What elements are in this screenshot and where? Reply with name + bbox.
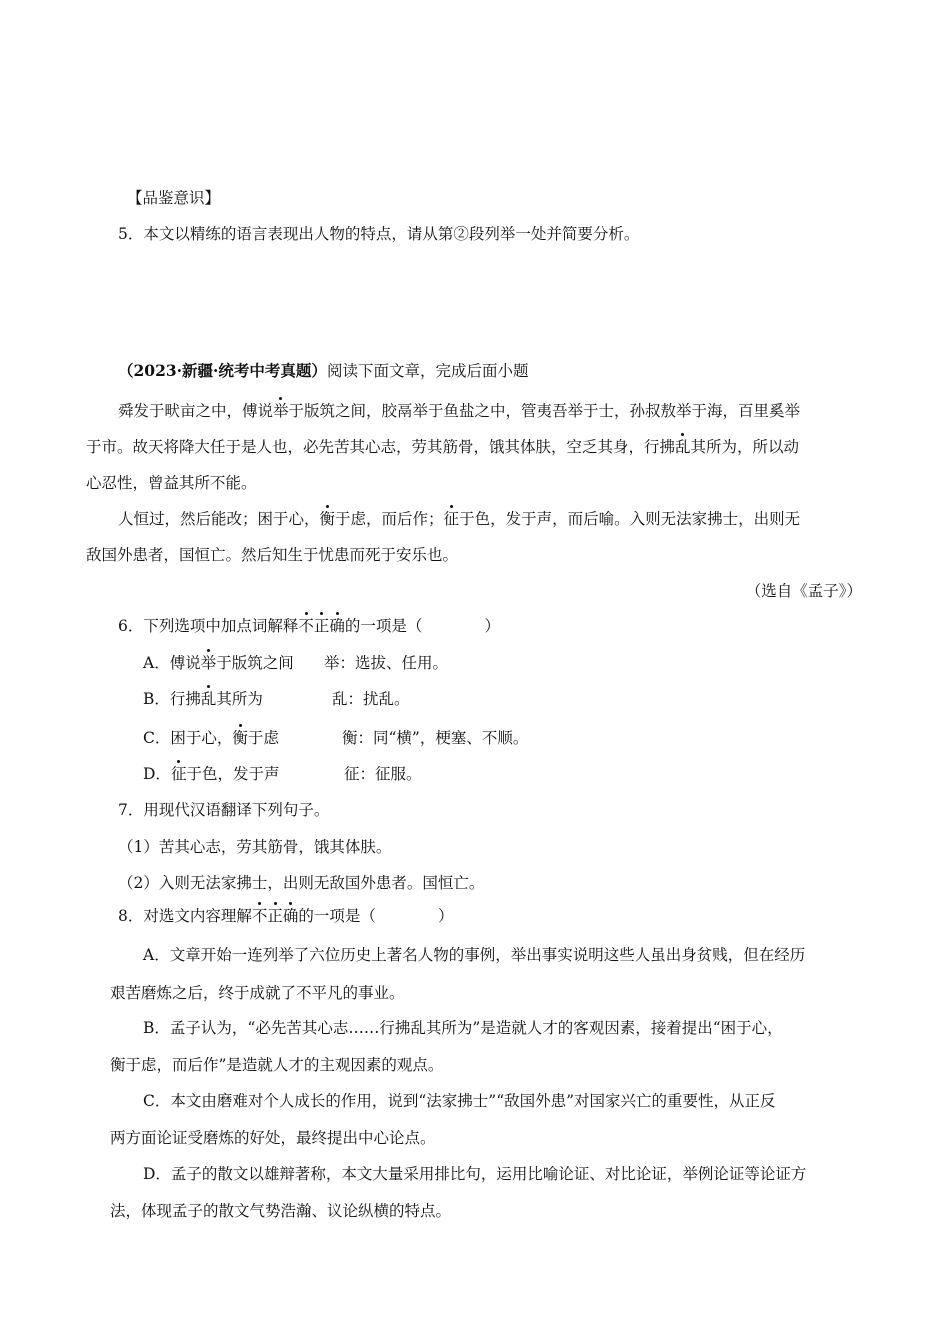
text-run: D． bbox=[143, 765, 171, 783]
text-run: C．困于心， bbox=[143, 729, 233, 747]
dotted-char: 征 bbox=[170, 765, 187, 783]
text-run: 于虑 bbox=[247, 729, 279, 747]
q6-option-d bbox=[143, 763, 279, 785]
q8-option-a-line2: 艰苦磨炼之后，终于成就了不平凡的事业。 bbox=[110, 984, 405, 1002]
q8-option-b-line2: 衡于虑，而后作”是造就人才的主观因素的观点。 bbox=[110, 1056, 444, 1074]
dotted-char: 衡 bbox=[232, 729, 248, 747]
dotted-char: 乱 bbox=[675, 438, 691, 456]
text-run: 于版筑之间，胶鬲举于鱼盐之中，管夷吾举于士，孙叔敖举于海，百里奚举 bbox=[288, 402, 801, 420]
q8-option-b-line1: B．孟子认为，“必先苦其心志……行拂乱其所为”是造就人才的客观因素，接着提出“困于心， bbox=[143, 1019, 783, 1037]
question-6-stem bbox=[118, 615, 500, 637]
q8-option-d-line1: D．孟子的散文以雄辩著称，本文大量采用排比句，运用比喻论证、对比论证，举例论证等论证方 bbox=[143, 1165, 807, 1183]
dotted-char: 正 bbox=[313, 617, 330, 635]
passage-header bbox=[118, 360, 528, 382]
text-run: 的一项是（ bbox=[298, 907, 376, 925]
q6-option-b bbox=[143, 688, 263, 710]
passage-source: （选自《孟子》） bbox=[745, 582, 862, 600]
text-run: 舜发于畎亩之中，傅说 bbox=[118, 402, 274, 420]
q6-option-c-gloss: 衡：同“横”，梗塞、不顺。 bbox=[342, 729, 529, 747]
dotted-char: 征 bbox=[443, 510, 460, 528]
passage-p1-line2 bbox=[86, 436, 799, 458]
text-run: ） bbox=[484, 617, 500, 635]
question-8-stem bbox=[118, 905, 453, 927]
q8-option-c-line1: C．本文由磨难对个人成长的作用，说到“法家拂士”“敌国外患”对国家兴亡的重要性，从正反 bbox=[143, 1092, 776, 1110]
text-run: 6．下列选项中加点词解释 bbox=[118, 617, 299, 635]
text-run: 于市。故天将降大任于是人也，必先苦其心志，劳其筋骨，饿其体肤，空乏其身，行拂 bbox=[86, 438, 676, 456]
q6-option-a-gloss: 举：选拔、任用。 bbox=[324, 654, 449, 672]
question-7-stem: 7．用现代汉语翻译下列句子。 bbox=[118, 801, 330, 819]
passage-p1-line3: 心忍性，曾益其所不能。 bbox=[86, 474, 257, 492]
q6-option-b-gloss: 乱：扰乱。 bbox=[332, 690, 410, 708]
passage-p2-line1 bbox=[118, 508, 800, 530]
q8-option-a-line1: A．文章开始一连列举了六位历史上著名人物的事例，举出事实说明这些人虽出身贫贱，但在经历 bbox=[143, 946, 806, 964]
q7-item-1: （1）苦其心志，劳其筋骨，饿其体肤。 bbox=[118, 838, 392, 856]
passage-instruction: 阅读下面文章，完成后面小题 bbox=[326, 362, 529, 380]
source-tag: （2023·新疆·统考中考真题） bbox=[118, 361, 327, 380]
q8-option-d-line2: 法，体现孟子的散文气势浩瀚、议论纵横的特点。 bbox=[110, 1202, 452, 1220]
text-run: 其所为 bbox=[216, 690, 263, 708]
q6-option-c bbox=[143, 727, 279, 749]
dotted-char: 不 bbox=[298, 617, 314, 635]
text-run: 于虑，而后作； bbox=[335, 510, 444, 528]
section-heading: 【品鉴意识】 bbox=[127, 189, 221, 207]
passage-p2-line2: 敌国外患者，国恒亡。然后知生于忧患而死于安乐也。 bbox=[86, 546, 459, 564]
text-run: A．傅说 bbox=[143, 654, 201, 672]
q6-option-d-gloss: 征：征服。 bbox=[344, 765, 422, 783]
text-run: 8．对选文内容理解 bbox=[118, 907, 252, 925]
text-run: 人恒过，然后能改；困于心， bbox=[118, 510, 320, 528]
dotted-char: 举 bbox=[273, 402, 289, 420]
dotted-char: 确 bbox=[282, 907, 299, 925]
text-run: 其所为，所以动 bbox=[690, 438, 800, 456]
q6-option-a bbox=[143, 652, 294, 674]
dotted-char: 衡 bbox=[319, 510, 336, 528]
text-run: 于色，发于声 bbox=[186, 765, 280, 783]
text-run: 于版筑之间 bbox=[216, 654, 294, 672]
question-5: 5．本文以精练的语言表现出人物的特点，请从第②段列举一处并简要分析。 bbox=[118, 225, 640, 243]
passage-p1-line1 bbox=[118, 400, 800, 422]
dotted-char: 确 bbox=[329, 617, 345, 635]
dotted-char: 不 bbox=[251, 907, 268, 925]
dotted-char: 举 bbox=[200, 654, 217, 672]
q7-item-2: （2）入则无法家拂士，出则无敌国外患者。国恒亡。 bbox=[118, 874, 485, 892]
q8-option-c-line2: 两方面论证受磨炼的好处，最终提出中心论点。 bbox=[110, 1129, 436, 1147]
text-run: ） bbox=[437, 907, 454, 925]
text-run: B．行拂 bbox=[143, 690, 201, 708]
dotted-char: 正 bbox=[267, 907, 283, 925]
dotted-char: 乱 bbox=[200, 690, 217, 708]
text-run: 的一项是（ bbox=[344, 617, 423, 635]
text-run: 于色，发于声，而后喻。入则无法家拂士，出则无 bbox=[459, 510, 801, 528]
